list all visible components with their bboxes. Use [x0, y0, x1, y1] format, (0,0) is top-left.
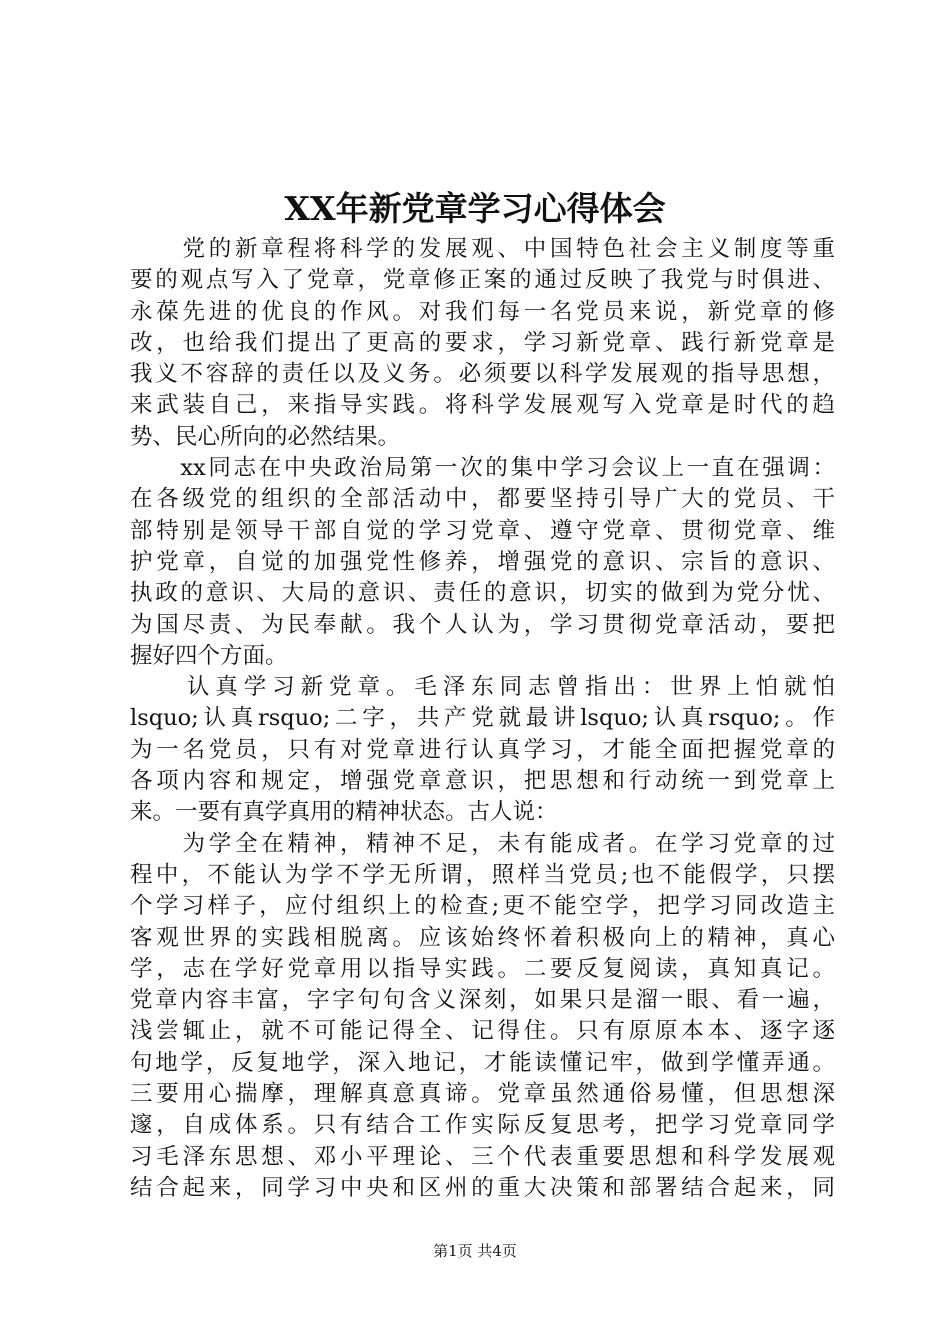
body-text-line: 部特别是领导干部自觉的学习党章、遵守党章、贯彻党章、维	[130, 517, 835, 544]
body-text-line: 握好四个方面。	[130, 642, 288, 669]
page-footer: 第1页 共4页	[433, 1242, 517, 1260]
body-text-line: 来。一要有真学真用的精神状态。古人说：	[130, 799, 558, 826]
body-text-line: 程中，不能认为学不学无所谓，照样当党员;也不能假学，只摆	[130, 861, 835, 888]
body-text-line: 来武装自己，来指导实践。将科学发展观写入党章是时代的趋	[130, 392, 835, 419]
body-text-line: 势、民心所向的必然结果。	[130, 423, 401, 450]
body-text-line: 句地学，反复地学，深入地记，才能读懂记牢，做到学懂弄通。	[130, 1049, 835, 1076]
body-text-line: 在各级党的组织的全部活动中，都要坚持引导广大的党员、干	[130, 486, 835, 513]
body-text-line: 认真学习新党章。毛泽东同志曾指出：世界上怕就怕	[130, 674, 835, 701]
body-text-line: 结合起来，同学习中央和区州的重大决策和部署结合起来，同	[130, 1174, 835, 1201]
body-text-line: lsquo;认真rsquo;二字，共产党就最讲lsquo;认真rsquo;。作	[130, 705, 835, 732]
body-text-line: 习毛泽东思想、邓小平理论、三个代表重要思想和科学发展观	[130, 1143, 835, 1170]
body-text-line: 客观世界的实践相脱离。应该始终怀着积极向上的精神，真心	[130, 924, 835, 951]
body-text-line: 执政的意识、大局的意识、责任的意识，切实的做到为党分忧、	[130, 580, 835, 607]
body-text-line: xx同志在中央政治局第一次的集中学习会议上一直在强调：	[130, 455, 835, 482]
document-body	[130, 234, 835, 1204]
body-text-line: 为一名党员，只有对党章进行认真学习，才能全面把握党章的	[130, 736, 835, 763]
body-text-line: 各项内容和规定，增强党章意识，把思想和行动统一到党章上	[130, 768, 835, 795]
body-text-line: 学，志在学好党章用以指导实践。二要反复阅读，真知真记。	[130, 955, 835, 982]
body-text-line: 要的观点写入了党章，党章修正案的通过反映了我党与时俱进、	[130, 267, 835, 294]
body-text-line: 个学习样子，应付组织上的检查;更不能空学，把学习同改造主	[130, 893, 835, 920]
body-text-line: 党章内容丰富，字字句句含义深刻，如果只是溜一眼、看一遍，	[130, 987, 835, 1014]
body-text-line: 护党章，自觉的加强党性修养，增强党的意识、宗旨的意识、	[130, 548, 835, 575]
body-text-line: 三要用心揣摩，理解真意真谛。党章虽然通俗易懂，但思想深	[130, 1081, 835, 1108]
body-text-line: 为国尽责、为民奉献。我个人认为，学习贯彻党章活动，要把	[130, 611, 835, 638]
body-text-line: 党的新章程将科学的发展观、中国特色社会主义制度等重	[130, 236, 835, 262]
body-text-line: 浅尝辄止，就不可能记得全、记得住。只有原原本本、逐字逐	[130, 1018, 835, 1045]
body-text-line: 邃，自成体系。只有结合工作实际反复思考，把学习党章同学	[130, 1112, 835, 1139]
document-title: XX年新党章学习心得体会	[284, 189, 666, 228]
body-text-line: 改，也给我们提出了更高的要求，学习新党章、践行新党章是	[130, 329, 835, 356]
body-text-line: 我义不容辞的责任以及义务。必须要以科学发展观的指导思想，	[130, 361, 835, 388]
body-text-line: 永葆先进的优良的作风。对我们每一名党员来说，新党章的修	[130, 298, 835, 325]
body-text-line: 为学全在精神，精神不足，未有能成者。在学习党章的过	[130, 830, 835, 857]
